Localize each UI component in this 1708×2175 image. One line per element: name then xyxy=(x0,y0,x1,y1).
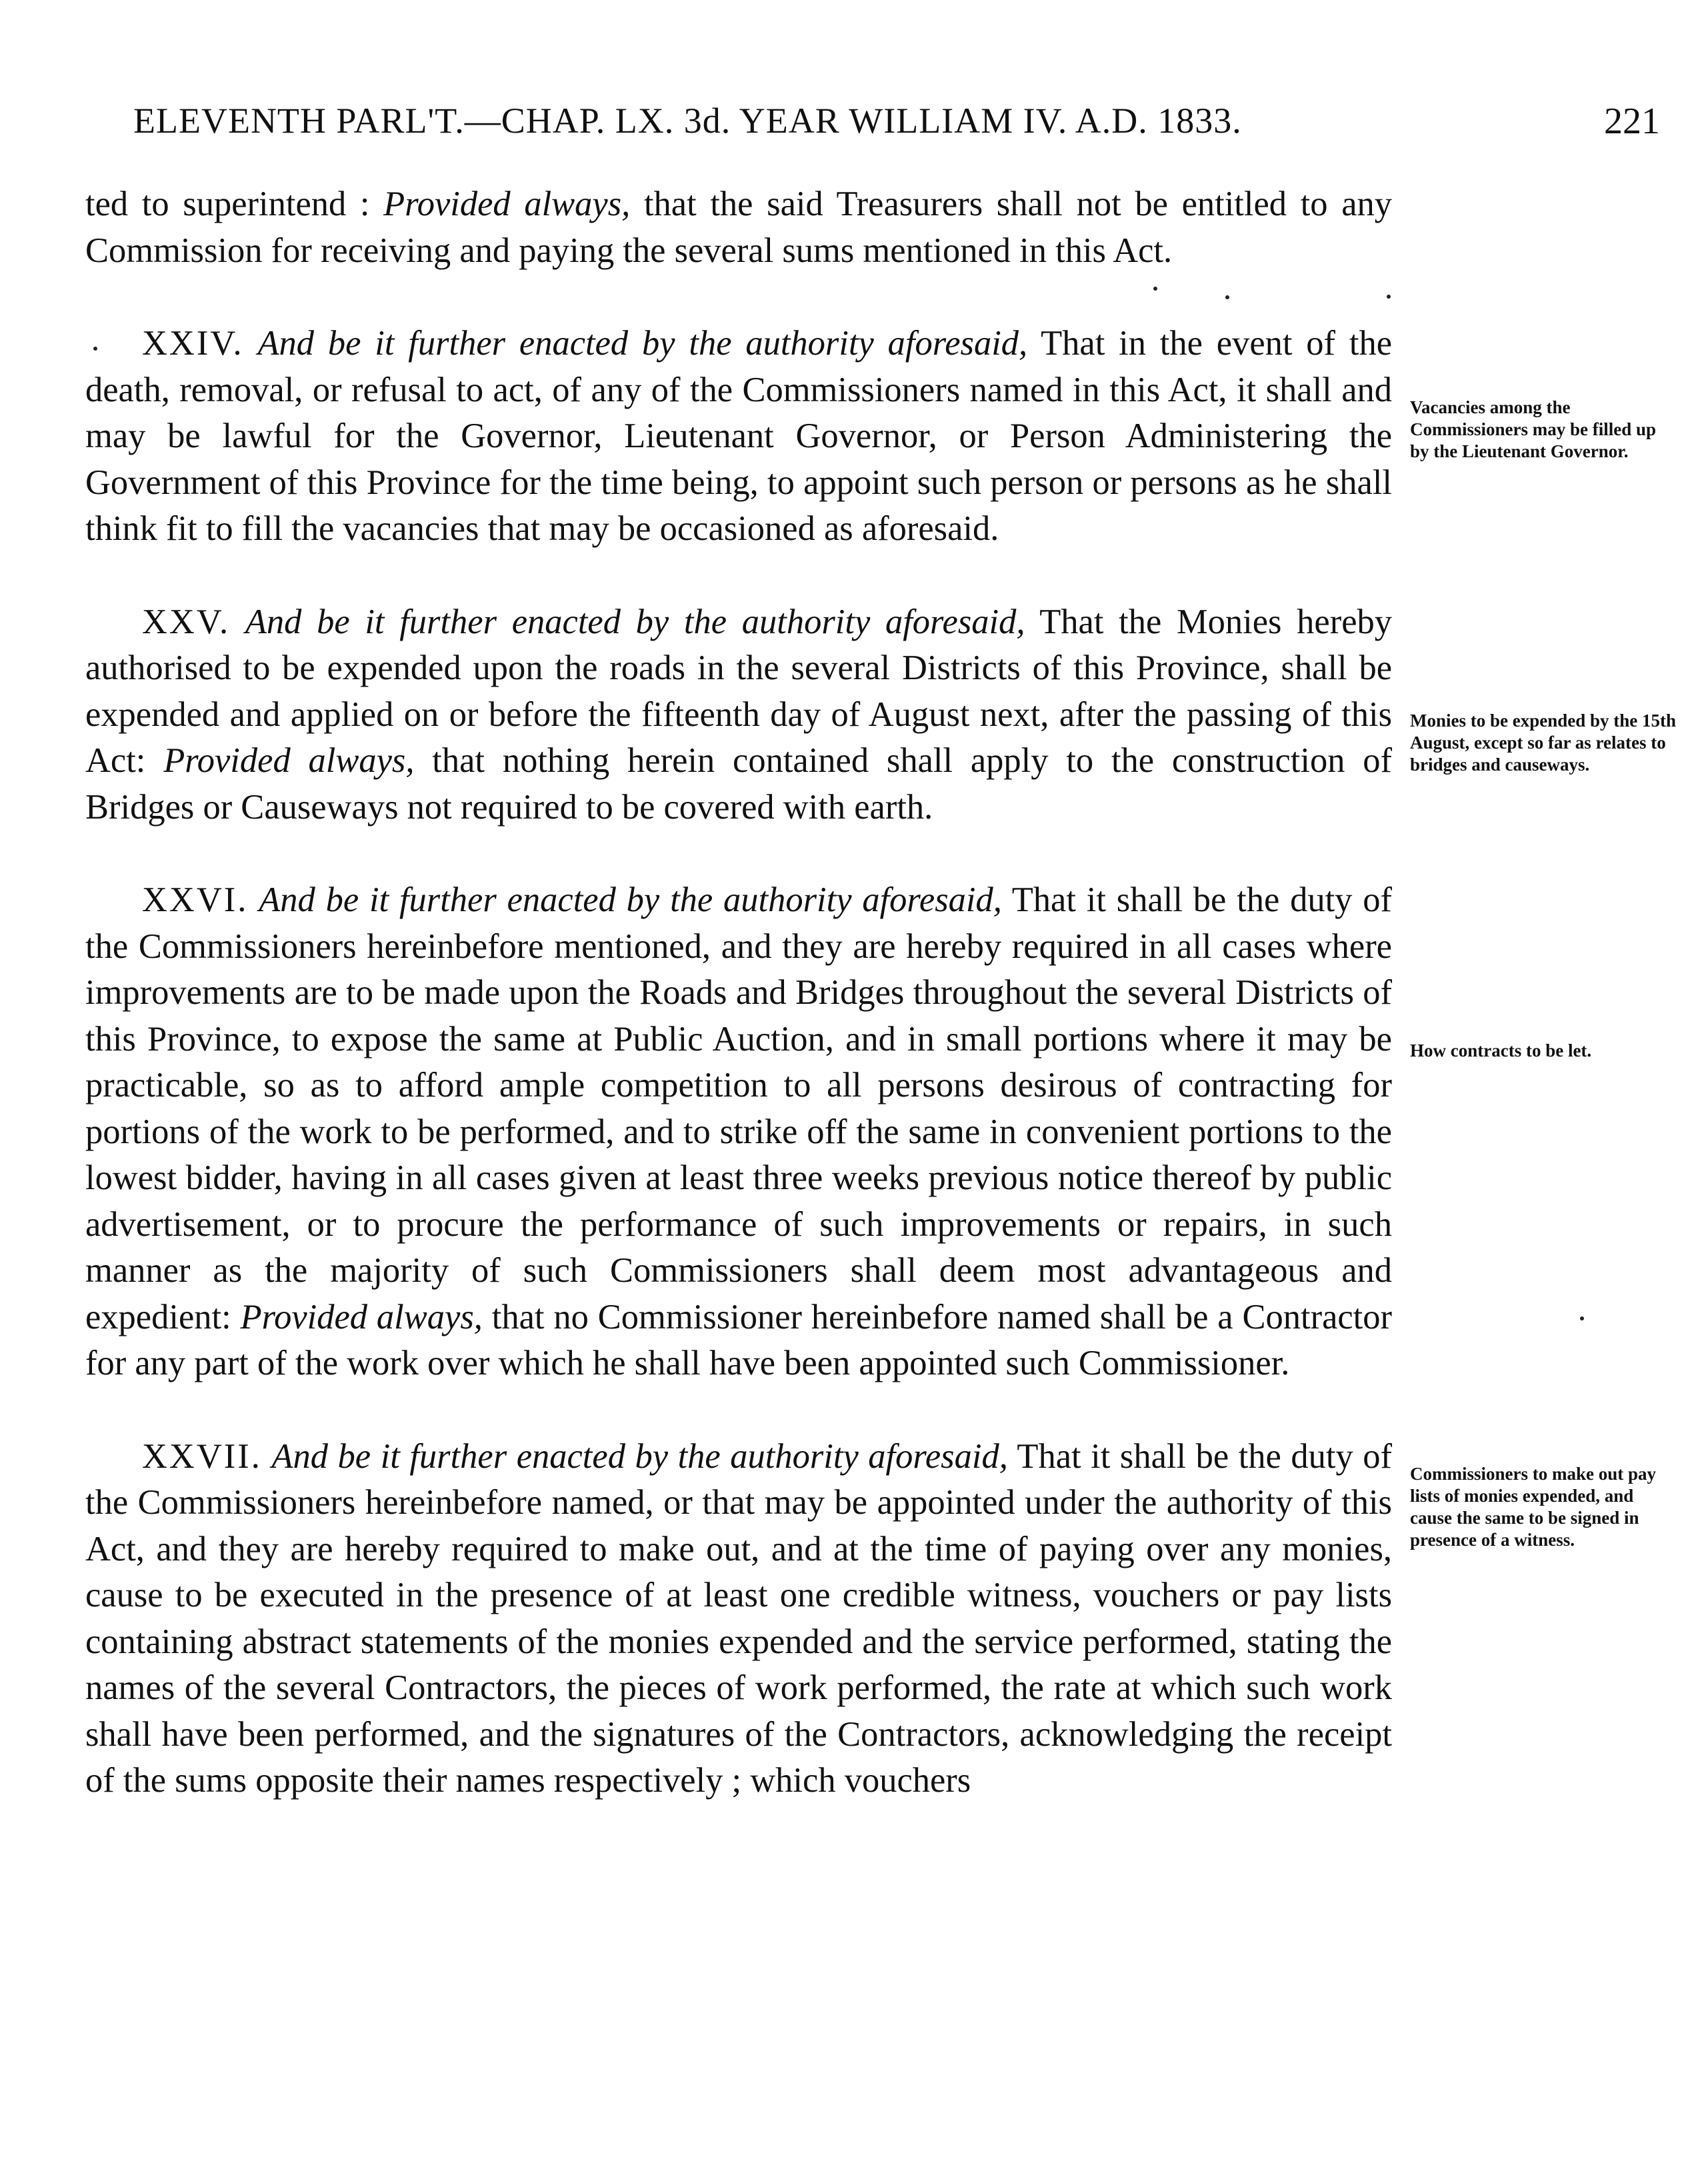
main-text xyxy=(85,181,1392,1804)
print-speck xyxy=(93,347,97,351)
proviso-phrase: Provided always, xyxy=(383,185,631,223)
section-body: That it shall be the duty of the Commissioners hereinbefore mentioned, and they are hereby required in all cases where improvements are to be made upon the Roads and Bridges throughout the several Districts of this Province, to expose the same at Public Auction, and in small portions where it may be practicable, so as to afford ample competition to all persons desirous of contracting for portions of the work to be performed, and to strike off the same in convenient portions to the lowest bidder, having in all cases given at least three weeks previous notice thereof by public advertisement, or to procure the performance of such improvements or repairs, in such manner as the majority of such Commissioners shall deem most advantageous and expedient: xyxy=(85,881,1392,1336)
enacting-clause: And be it further enacted by the authority aforesaid, xyxy=(271,1436,1008,1476)
proviso-phrase: Provided always, xyxy=(163,741,415,780)
section-xxvi xyxy=(85,877,1392,1387)
section-number: XXVII. xyxy=(142,1436,262,1476)
enacting-clause: And be it further enacted by the authority aforesaid, xyxy=(257,324,1028,363)
section-number: XXIV. xyxy=(142,324,244,363)
proviso-text: that nothing herein contained shall apply to the construction of Bridges or Causeways not required to be covered with earth. xyxy=(85,741,1392,827)
enacting-clause: And be it further enacted by the authority aforesaid, xyxy=(259,881,1002,919)
margin-note-xxiv: Vacancies among the Commissioners may be filled up by the Lieutenant Governor. xyxy=(1410,397,1657,461)
running-header xyxy=(133,100,1660,160)
section-body: That it shall be the duty of the Commissioners hereinbefore named, or that may be appointed under the authority of this Act, and they are hereby required to make out, and at the time of paying over any monies, cause to be executed in the presence of at least one credible witness, vouchers or pay lists containing abstract statements of the monies expended and the service performed, stating the names of the several Contractors, the pieces of work performed, the rate at which such work shall have been performed, and the signatures of the Contractors, acknowledging the receipt of the sums opposite their names respectively ; which vouchers xyxy=(85,1436,1392,1800)
print-speck xyxy=(1225,295,1229,299)
enacting-clause: And be it further enacted by the authority aforesaid, xyxy=(245,602,1025,641)
section-xxiv xyxy=(85,321,1392,553)
running-title: ELEVENTH PARL'T.—CHAP. LX. 3d. YEAR WILLIAM IV. A.D. 1833. xyxy=(133,101,1242,141)
print-speck xyxy=(1153,287,1157,291)
proviso-phrase: Provided always, xyxy=(240,1297,483,1336)
page-number: 221 xyxy=(1604,101,1660,142)
continuation-text-end: that the said Treasurers shall not be entitled to any Commission for receiving and paying the several sums mentioned in this Act. xyxy=(85,185,1392,270)
proviso-text: that no Commissioner hereinbefore named shall be a Contractor for any part of the work over which he shall have been appointed such Commissioner. xyxy=(85,1297,1393,1382)
print-speck xyxy=(1387,295,1391,299)
section-number: XXVI. xyxy=(142,881,249,919)
continuation-text: ted to superintend : xyxy=(85,185,384,223)
print-speck xyxy=(1580,1316,1584,1320)
margin-note-xxvii: Commissioners to make out pay lists of monies expended, and cause the same to be signed in presence of a witness. xyxy=(1410,1464,1656,1550)
continuation-paragraph xyxy=(85,181,1392,274)
margin-note-xxvi: How contracts to be let. xyxy=(1410,1041,1592,1061)
margin-note-xxv: Monies to be expended by the 15th August, except so far as relates to bridges and causeways. xyxy=(1410,711,1677,775)
section-xxv xyxy=(85,599,1392,831)
section-body: That in the event of the death, removal, or refusal to act, of any of the Commissioners named in this Act, it shall and may be lawful for the Governor, Lieutenant Governor, or Person Administering the Government of this Province for the time being, to appoint such person or persons as he shall think fit to fill the vacancies that may be occasioned as aforesaid. xyxy=(85,324,1392,548)
section-body: That the Monies hereby authorised to be expended upon the roads in the several Districts of this Province, shall be expended and applied on or before the fifteenth day of August next, after the passing of this Act: xyxy=(85,602,1392,780)
section-xxvii xyxy=(85,1434,1392,1804)
section-number: XXV. xyxy=(142,602,231,641)
